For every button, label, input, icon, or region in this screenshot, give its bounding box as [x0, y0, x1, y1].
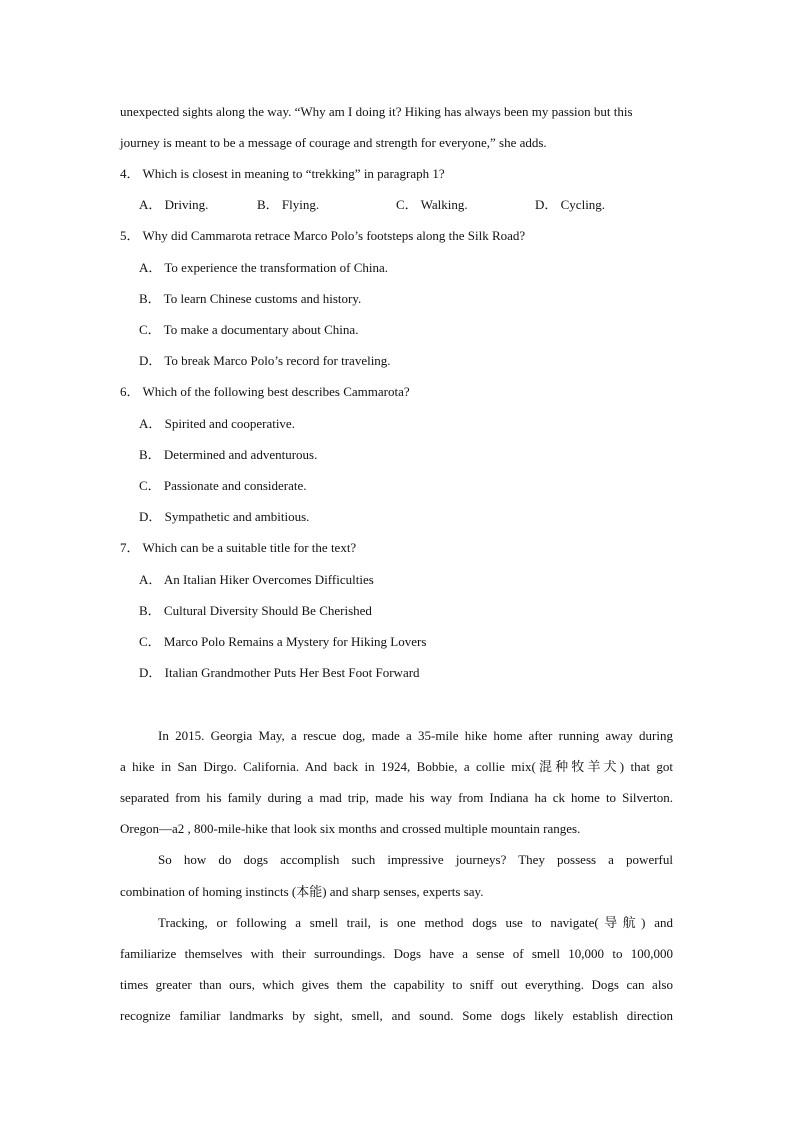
- question-5-option-a: A． To experience the transformation of China.: [139, 260, 389, 275]
- passage-paragraph-3-line-4: recognize familiar landmarks by sight, smell, and sound. Some dogs likely establish direction: [120, 1008, 673, 1023]
- question-6-option-c: C． Passionate and considerate.: [139, 478, 307, 493]
- passage-paragraph-1-line-2: a hike in San Dirgo. California. And back in 1924, Bobbie, a collie mix(混种牧羊犬) that got: [120, 759, 673, 774]
- passage-paragraph-1-line-1: In 2015. Georgia May, a rescue dog, made a 35-mile hike home after running away during: [158, 728, 673, 743]
- question-7-stem: 7． Which can be a suitable title for the text?: [120, 540, 357, 555]
- question-7-option-b: B． Cultural Diversity Should Be Cherished: [139, 603, 372, 618]
- question-7-option-c: C． Marco Polo Remains a Mystery for Hiking Lovers: [139, 634, 427, 649]
- passage-paragraph-3-line-2: familiarize themselves with their surroundings. Dogs have a sense of smell 10,000 to 100,000: [120, 946, 673, 961]
- intro-line-1: unexpected sights along the way. “Why am I doing it? Hiking has always been my passion but this: [120, 104, 633, 119]
- question-5-option-c: C． To make a documentary about China.: [139, 322, 359, 337]
- question-6-option-b: B． Determined and adventurous.: [139, 447, 318, 462]
- passage-paragraph-2-line-1: So how do dogs accomplish such impressive journeys? They possess a powerful: [158, 852, 673, 867]
- question-5-stem: 5． Why did Cammarota retrace Marco Polo’s footsteps along the Silk Road?: [120, 228, 526, 243]
- question-5-option-d: D． To break Marco Polo’s record for traveling.: [139, 353, 391, 368]
- passage-paragraph-1-line-4: Oregon—a2 , 800-mile-hike that look six months and crossed multiple mountain ranges.: [120, 821, 581, 836]
- question-7-option-a: A． An Italian Hiker Overcomes Difficulties: [139, 572, 374, 587]
- question-6-option-a: A． Spirited and cooperative.: [139, 416, 295, 431]
- passage-paragraph-3-line-3: times greater than ours, which gives them the capability to sniff out everything. Dogs can also: [120, 977, 673, 992]
- question-4-option-b: B． Flying.: [257, 197, 320, 212]
- question-6-option-d: D． Sympathetic and ambitious.: [139, 509, 310, 524]
- question-4-option-c: C． Walking.: [396, 197, 468, 212]
- question-7-option-d: D． Italian Grandmother Puts Her Best Foot Forward: [139, 665, 420, 680]
- passage-paragraph-3-line-1: Tracking, or following a smell trail, is one method dogs use to navigate(导航) and: [158, 915, 673, 930]
- question-6-stem: 6． Which of the following best describes Cammarota?: [120, 384, 410, 399]
- question-4-stem: 4． Which is closest in meaning to “trekking” in paragraph 1?: [120, 166, 445, 181]
- passage-paragraph-2-line-2: combination of homing instincts (本能) and sharp senses, experts say.: [120, 884, 484, 899]
- question-5-option-b: B． To learn Chinese customs and history.: [139, 291, 362, 306]
- question-4-option-d: D． Cycling.: [535, 197, 606, 212]
- question-4-option-a: A． Driving.: [139, 197, 209, 212]
- question-4-options: [139, 197, 639, 213]
- intro-line-2: journey is meant to be a message of courage and strength for everyone,” she adds.: [120, 135, 547, 150]
- passage-paragraph-1-line-3: separated from his family during a mad trip, made his way from Indiana ha ck home to Silverton.: [120, 790, 673, 805]
